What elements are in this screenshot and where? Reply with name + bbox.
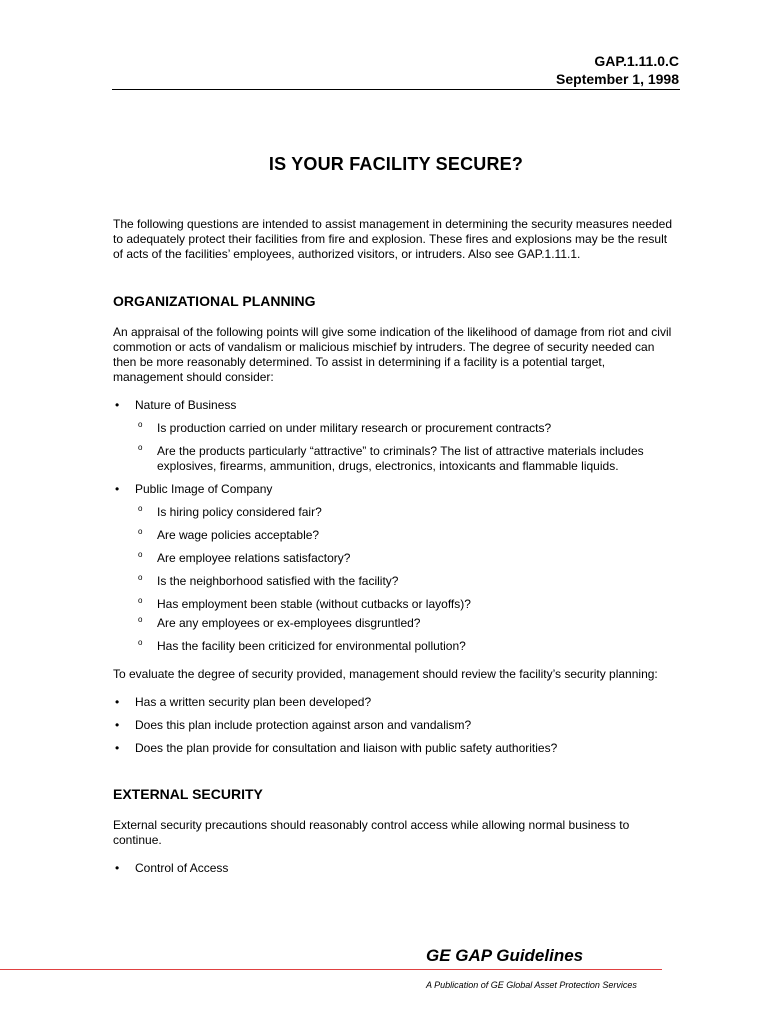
section-heading-external-security: EXTERNAL SECURITY <box>113 786 263 802</box>
list-item-nature-of-business <box>113 398 678 474</box>
list-item: • Does this plan include protection against arson and vandalism? <box>113 718 678 733</box>
sub-list-item: o Are any employees or ex-employees disgruntled? <box>135 616 678 631</box>
list-item-label: • Nature of Business <box>135 398 237 412</box>
sub-list <box>135 421 678 474</box>
footer-publication-line: A Publication of GE Global Asset Protection Services <box>426 980 637 990</box>
external-security-list <box>113 861 678 876</box>
document-body <box>113 217 678 884</box>
consideration-list <box>113 398 678 654</box>
document-header <box>556 52 679 88</box>
sub-list-item: o Are the products particularly “attractive” to criminals? The list of attractive materials includes explosives, firearms, ammunition, drugs, electronics, intoxicants and flammable liquids. <box>135 444 678 474</box>
footer-divider <box>0 969 662 970</box>
list-item: • Control of Access <box>113 861 678 876</box>
list-item-label: • Public Image of Company <box>135 482 273 496</box>
external-security-paragraph: External security precautions should reasonably control access while allowing normal business to continue. <box>113 818 630 847</box>
document-code: GAP.1.11.0.C <box>594 53 679 69</box>
section-heading-organizational-planning: ORGANIZATIONAL PLANNING <box>113 293 316 309</box>
header-divider <box>112 89 680 90</box>
list-item: • Has a written security plan been developed? <box>113 695 678 710</box>
document-date: September 1, 1998 <box>556 71 679 87</box>
list-item: • Does the plan provide for consultation and liaison with public safety authorities? <box>113 741 678 756</box>
intro-paragraph: The following questions are intended to assist management in determining the security measures needed to adequately protect their facilities from fire and explosion. These fires and explosions may be the result of acts of the facilities’ employees, authorized visitors, or intruders. Also see GAP.1.11.1. <box>113 217 672 261</box>
sub-list-item: o Has the facility been criticized for environmental pollution? <box>135 639 678 654</box>
list-item-public-image <box>113 482 678 654</box>
sub-list-item: o Is production carried on under military research or procurement contracts? <box>135 421 678 436</box>
sub-list-item: o Are employee relations satisfactory? <box>135 551 678 566</box>
sub-list-item: o Is the neighborhood satisfied with the facility? <box>135 574 678 589</box>
page-title: IS YOUR FACILITY SECURE? <box>268 154 524 174</box>
sub-list-item: o Has employment been stable (without cutbacks or layoffs)? <box>135 597 678 612</box>
sub-list <box>135 505 678 654</box>
review-list <box>113 695 678 756</box>
footer-brand-logo: GE GAP Guidelines <box>426 946 584 965</box>
sub-list-item: o Are wage policies acceptable? <box>135 528 678 543</box>
sub-list-item: o Is hiring policy considered fair? <box>135 505 678 520</box>
evaluate-paragraph: To evaluate the degree of security provided, management should review the facility’s security planning: <box>113 667 658 681</box>
organizational-planning-paragraph: An appraisal of the following points will give some indication of the likelihood of damage from riot and civil commotion or acts of vandalism or malicious mischief by intruders. The degree of security needed can then be more reasonably determined. To assist in determining if a facility is a potential target, management should consider: <box>113 325 672 384</box>
